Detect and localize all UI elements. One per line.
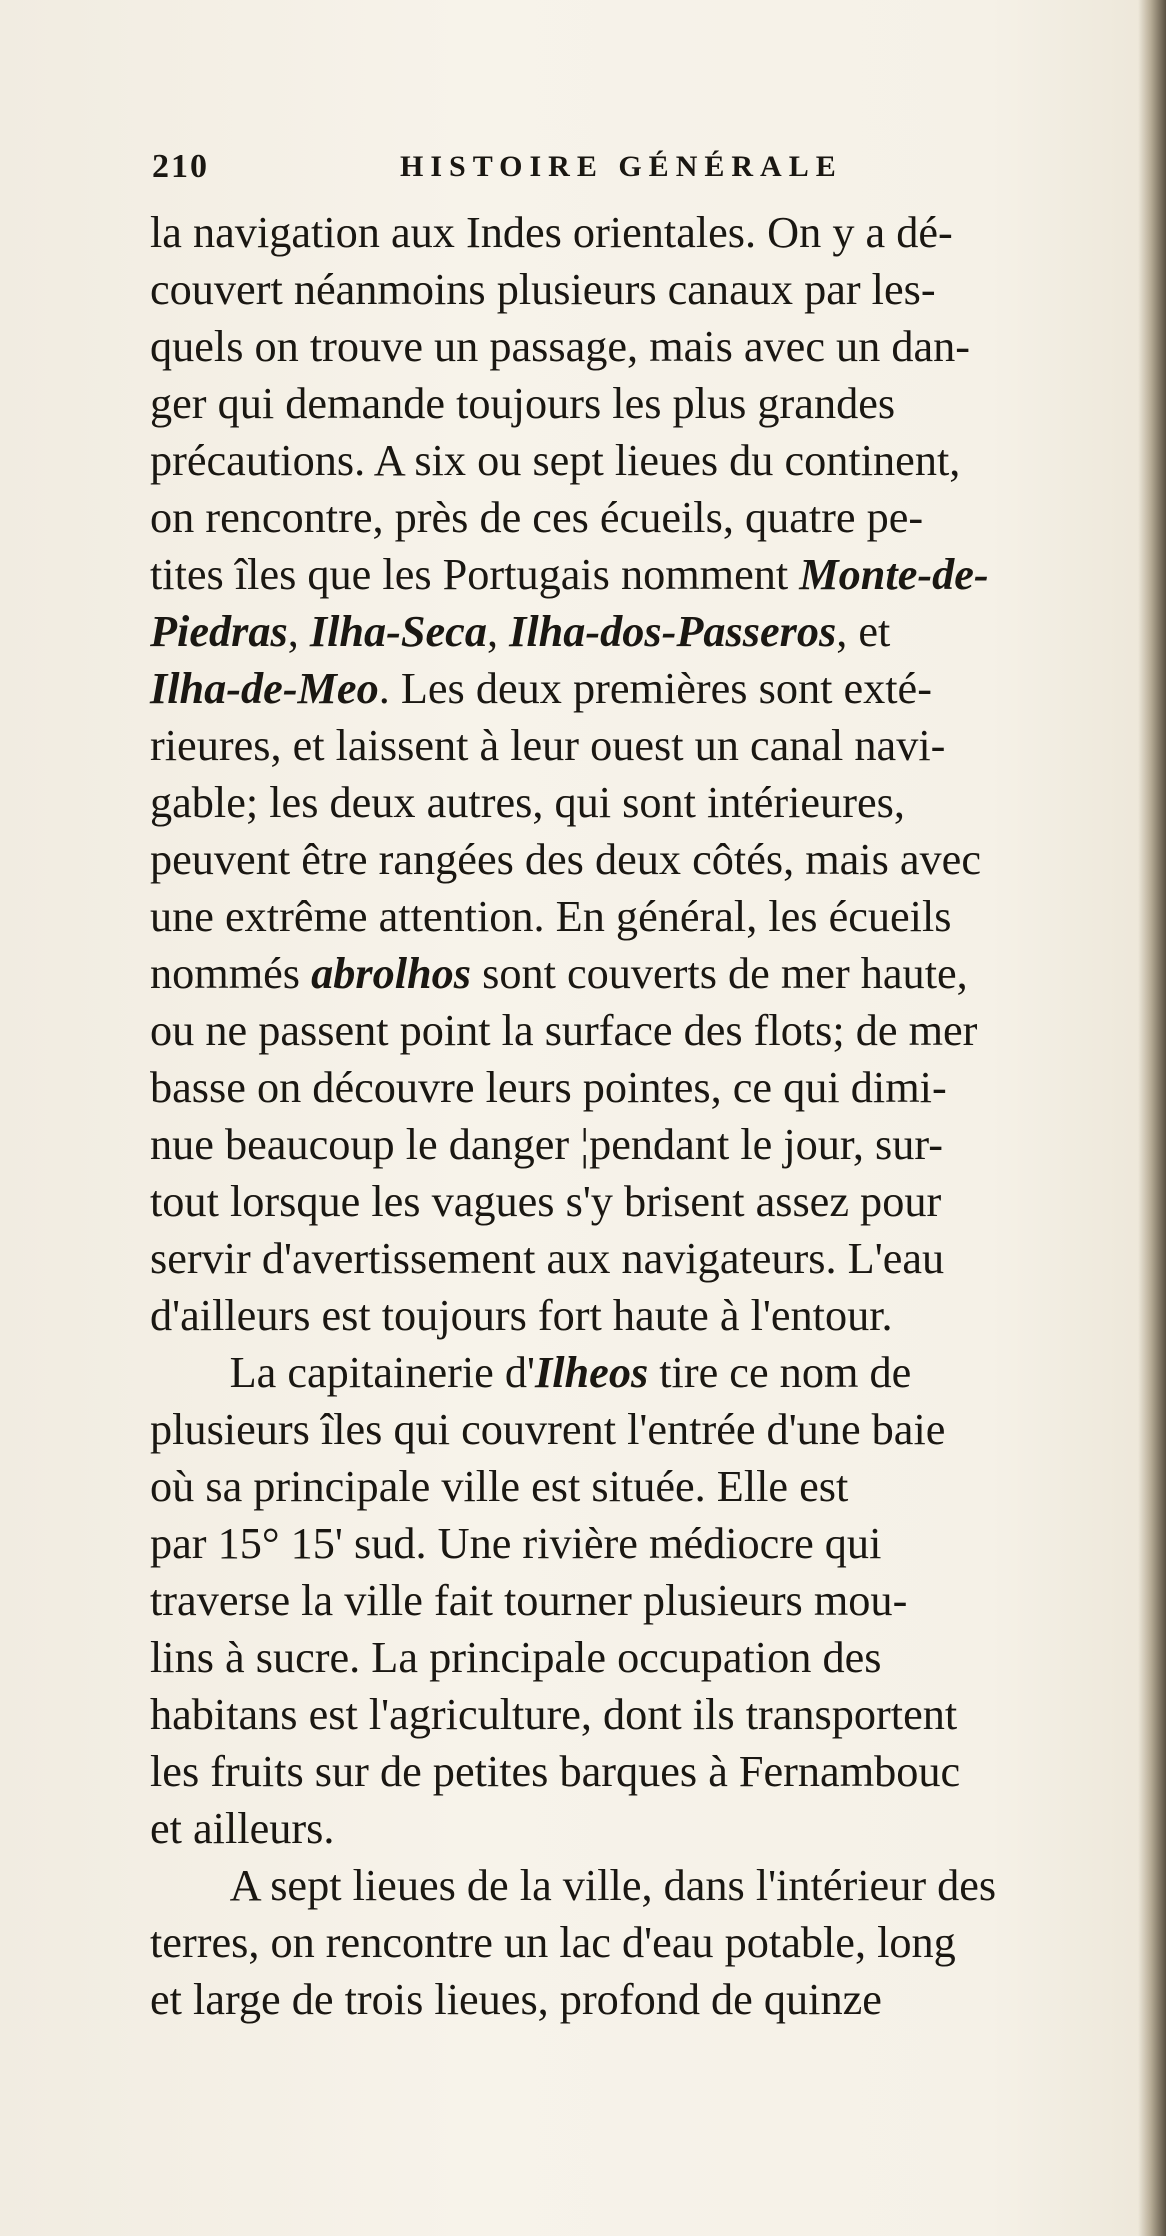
text-line — [150, 1971, 1135, 2028]
text-line — [150, 1344, 1135, 1401]
page-header — [152, 148, 932, 192]
text-run: plusieurs îles qui couvrent l'entrée d'une baie — [150, 1404, 946, 1454]
text-line — [150, 1914, 1135, 1971]
text-line — [150, 774, 1135, 831]
text-line — [150, 888, 1135, 945]
text-line — [150, 1458, 1135, 1515]
text-line — [150, 1629, 1135, 1686]
text-run: d'ailleurs est toujours fort haute à l'entour. — [150, 1290, 893, 1340]
text-run: ou ne passent point la surface des flots; de mer — [150, 1005, 978, 1055]
text-run: sont couverts de mer haute, — [471, 948, 968, 998]
text-run: gable; les deux autres, qui sont intérieures, — [150, 777, 905, 827]
text-run: où sa principale ville est située. Elle est — [150, 1461, 849, 1511]
text-run: tout lorsque les vagues s'y brisent assez pour — [150, 1176, 942, 1226]
text-line — [150, 603, 1135, 660]
running-title: HISTOIRE GÉNÉRALE — [400, 150, 843, 183]
text-run: nommés — [150, 948, 312, 998]
text-line — [150, 1173, 1135, 1230]
text-run: précautions. A six ou sept lieues du continent, — [150, 435, 961, 485]
italic-term: Ilheos — [535, 1347, 649, 1397]
italic-term: Ilha-dos-Passeros — [509, 606, 837, 656]
text-line — [150, 1401, 1135, 1458]
text-run: La capitainerie d' — [229, 1347, 536, 1397]
body-text — [150, 204, 1140, 2028]
text-line — [150, 660, 1135, 717]
text-line — [150, 318, 1135, 375]
italic-term: Ilha-Seca — [309, 606, 487, 656]
text-line — [150, 546, 1135, 603]
text-run: basse on découvre leurs pointes, ce qui dimi- — [150, 1062, 947, 1112]
text-line — [150, 489, 1135, 546]
text-run: et ailleurs. — [150, 1803, 335, 1853]
text-line — [150, 1515, 1135, 1572]
text-line — [150, 432, 1135, 489]
text-line — [150, 204, 1135, 261]
text-line — [150, 831, 1135, 888]
text-run: la navigation aux Indes orientales. On y a dé- — [150, 207, 953, 257]
page-number: 210 — [152, 148, 209, 185]
italic-term: Piedras — [150, 606, 288, 656]
text-line — [150, 1116, 1135, 1173]
italic-term: abrolhos — [311, 948, 472, 998]
text-run: quels on trouve un passage, mais avec un dan- — [150, 321, 971, 371]
text-run: peuvent être rangées des deux côtés, mais avec — [150, 834, 981, 884]
text-line — [150, 1800, 1135, 1857]
text-run: par 15° 15' sud. Une rivière médiocre qui — [150, 1518, 882, 1568]
text-line — [150, 1059, 1135, 1116]
text-run: rieures, et laissent à leur ouest un canal navi- — [150, 720, 946, 770]
page-binding-edge — [1138, 0, 1166, 2236]
text-run: couvert néanmoins plusieurs canaux par les- — [150, 264, 936, 314]
text-line — [150, 945, 1135, 1002]
text-line — [150, 1572, 1135, 1629]
text-run: , — [486, 606, 510, 656]
text-line — [150, 261, 1135, 318]
text-line — [150, 375, 1135, 432]
text-run: traverse la ville fait tourner plusieurs mou- — [150, 1575, 908, 1625]
text-run: , et — [836, 606, 891, 656]
text-run: . Les deux premières sont exté- — [378, 663, 932, 713]
text-run: tire ce nom de — [648, 1347, 912, 1397]
text-line — [150, 1230, 1135, 1287]
text-run: , — [287, 606, 310, 656]
text-line — [150, 1686, 1135, 1743]
text-run: et large de trois lieues, profond de quinze — [150, 1974, 882, 2024]
text-run: lins à sucre. La principale occupation des — [150, 1632, 882, 1682]
text-line — [150, 1287, 1135, 1344]
italic-term: Ilha-de-Meo — [150, 663, 379, 713]
text-line — [150, 717, 1135, 774]
text-run: on rencontre, près de ces écueils, quatre pe- — [150, 492, 924, 542]
text-run: nue beaucoup le danger ¦pendant le jour, sur- — [150, 1119, 943, 1169]
text-run: les fruits sur de petites barques à Fernambouc — [150, 1746, 961, 1796]
text-line — [150, 1002, 1135, 1059]
text-run: habitans est l'agriculture, dont ils transportent — [150, 1689, 958, 1739]
italic-term: Monte-de- — [799, 549, 989, 599]
text-run: une extrême attention. En général, les écueils — [150, 891, 952, 941]
text-run: ger qui demande toujours les plus grandes — [150, 378, 896, 428]
text-run: A sept lieues de la ville, dans l'intérieur des — [229, 1860, 997, 1910]
text-run: servir d'avertissement aux navigateurs. L'eau — [150, 1233, 945, 1283]
text-run: terres, on rencontre un lac d'eau potable, long — [150, 1917, 956, 1967]
text-run: tites îles que les Portugais nomment — [150, 549, 800, 599]
text-line — [150, 1743, 1135, 1800]
text-line — [150, 1857, 1135, 1914]
